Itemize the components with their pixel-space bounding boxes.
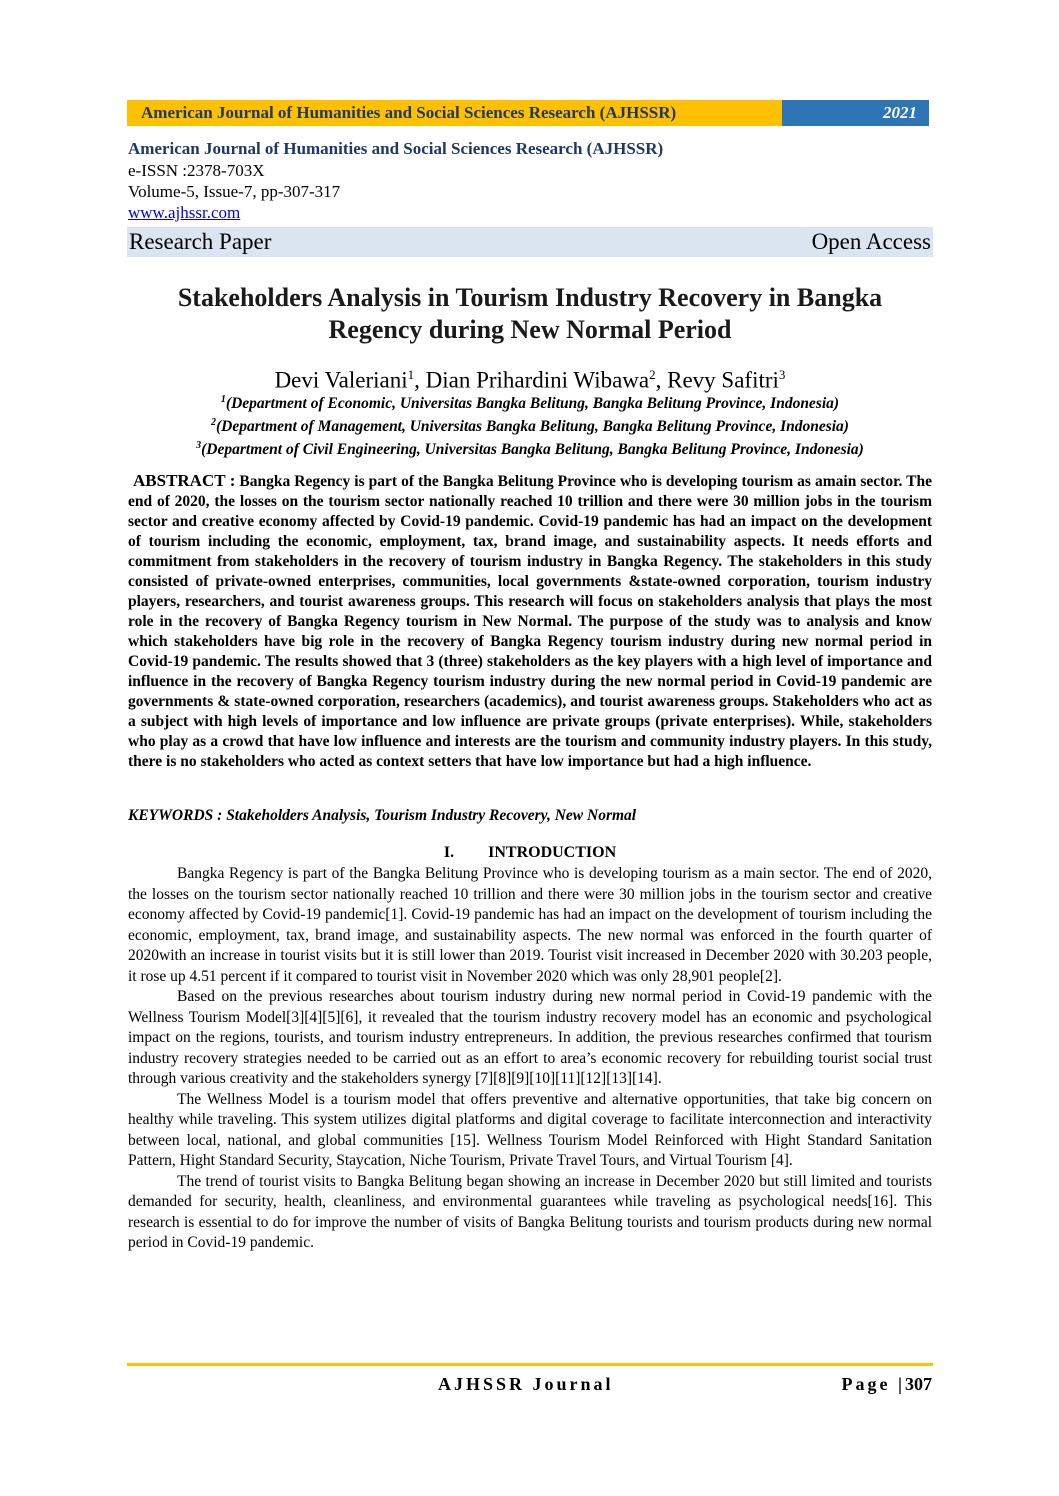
- affiliation-text: (Department of Economic, Universitas Bangka Belitung, Bangka Belitung Province, Indonesia): [225, 395, 840, 413]
- footer-journal: AJHSSR Journal: [438, 1374, 614, 1394]
- author-sup: 3: [778, 367, 786, 382]
- eissn: e-ISSN :2378-703X: [128, 161, 265, 180]
- author-name: Dian Prihardini Wibawa: [425, 367, 650, 393]
- paragraph: The trend of tourist visits to Bangka Belitung began showing an increase in December 2020 but still limited and tourists demanded for security, health, cleanliness, and environmental guarantees while traveling as psychological needs[16]. This research is essential to do for improve the number of visits of Bangka Belitung tourists and tourism products during new normal period in Covid-19 pandemic.: [128, 1172, 932, 1251]
- affiliation-sup: 2: [211, 417, 216, 429]
- affiliations: [128, 390, 932, 459]
- author-sup: 2: [649, 367, 656, 382]
- footer-page-label: Page |: [841, 1374, 905, 1394]
- affiliation-text: (Department of Civil Engineering, Universitas Bangka Belitung, Bangka Belitung Province, Indonesia): [201, 441, 864, 459]
- keywords: [128, 806, 932, 826]
- affiliation-sup: 3: [196, 440, 202, 452]
- running-header-year: 2021: [782, 100, 929, 126]
- section-heading: [128, 843, 932, 863]
- journal-info: [128, 138, 932, 223]
- running-header-journal: American Journal of Humanities and Social Sciences Research (AJHSSR): [127, 100, 782, 126]
- volume-issue: Volume-5, Issue-7, pp-307-317: [128, 182, 341, 201]
- paper-title: Stakeholders Analysis in Tourism Industry Recovery in Bangka Regency during New Normal Period: [177, 283, 883, 344]
- author-sep: ,: [414, 367, 426, 393]
- paper-type: Research Paper: [129, 229, 272, 254]
- abstract-text: Bangka Regency is part of the Bangka Belitung Province who is developing tourism as amain sector. The end of 2020, the losses on the tourism sector nationally reached 10 trillion and there were 30 million jobs in the tourism sector and creative economy affected by Covid-19 pandemic. Covid-19 pandemic has had an impact on the development of tourism including the economic, employment, tax, brand image, and sustainability aspects. It needs efforts and commitment from stakeholders in the recovery of tourism industry in Bangka Regency. The stakeholders in this study consisted of private-owned enterprises, communities, local governments &state-owned corporation, tourism industry players, researchers, and tourist awareness groups. This research will focus on stakeholders analysis that plays the most role in the recovery of Bangka Regency tourism in New Normal. The purpose of the study was to analysis and know which stakeholders have big role in the recovery of Bangka Regency tourism industry during new normal period in Covid-19 pandemic. The results showed that 3 (three) stakeholders as the key players with a high level of importance and influence in the recovery of Bangka Regency tourism industry during the new normal period in Covid-19 pandemic are governments & state-owned corporation, researchers (academics), and tourist awareness groups. Stakeholders who act as a subject with high levels of importance and low influence are private groups (private enterprises). While, stakeholders who play as a crowd that have low influence and interests are the tourism and community industry players. In this study, there is no stakeholders who acted as context setters that have low importance but had a high influence.: [128, 473, 932, 770]
- author-sep: ,: [655, 367, 668, 393]
- abstract: [128, 471, 932, 772]
- footer-page-number: 307: [905, 1374, 932, 1394]
- footer-page: [842, 1374, 932, 1395]
- affiliation-sup: 1: [220, 394, 226, 405]
- access-type: Open Access: [811, 229, 931, 254]
- keywords-text: Stakeholders Analysis, Tourism Industry Recovery, New Normal: [226, 807, 637, 824]
- journal-name: American Journal of Humanities and Social Sciences Research (AJHSSR): [128, 139, 664, 158]
- author-name: Revy Safitri: [667, 367, 779, 393]
- paragraph: The Wellness Model is a tourism model that offers preventive and alternative opportunities, that take big concern on healthy while traveling. This system utilizes digital platforms and digital coverage to facilitate interconnection and interactivity between local, national, and global communities [15]. Wellness Tourism Model Reinforced with Hight Standard Sanitation Pattern, Hight Standard Security, Staycation, Niche Tourism, Private Travel Tours, and Virtual Tourism [4].: [128, 1090, 932, 1169]
- footer-rule: [127, 1363, 933, 1366]
- section-title: INTRODUCTION: [488, 844, 617, 861]
- paper-type-band: [127, 227, 933, 257]
- affiliation: [128, 436, 932, 459]
- body-text: [128, 864, 932, 1254]
- abstract-label: ABSTRACT :: [133, 471, 236, 490]
- page-footer: [128, 1374, 932, 1398]
- keywords-label: KEYWORDS :: [128, 807, 227, 824]
- paragraph: Based on the previous researches about tourism industry during new normal period in Covid-19 pandemic with the Wellness Tourism Model[3][4][5][6], it revealed that the tourism industry recovery model has an economic and psychological impact on the regions, tourists, and tourism industry entrepreneurs. In addition, the previous researches confirmed that tourism industry recovery strategies needed to be carried out as an effort to area’s economic recovery for rebuilding tourist social trust through various creativity and the stakeholders synergy [7][8][9][10][11][12][13][14].: [128, 988, 932, 1087]
- affiliation-text: (Department of Management, Universitas Bangka Belitung, Bangka Belitung Province, Indonesia): [216, 418, 849, 436]
- author-name: Devi Valeriani: [274, 367, 408, 393]
- author-sup: 1: [407, 367, 415, 382]
- affiliation: [128, 390, 932, 413]
- section-number: I.: [443, 844, 455, 861]
- affiliation: [128, 413, 932, 436]
- paragraph: Bangka Regency is part of the Bangka Belitung Province who is developing tourism as a main sector. The end of 2020, the losses on the tourism sector nationally reached 10 trillion and there were 30 million jobs in the tourism sector and creative economy affected by Covid-19 pandemic[1]. Covid-19 pandemic has had an impact on the development of tourism including the economic, employment, tax, brand image, and sustainability aspects. The new normal was enforced in the fourth quarter of 2020with an increase in tourist visits but it is still lower than 2019. Tourist visit increased in December 2020 with 30.203 people, it rose up 4.51 percent if it compared to tourist visit in November 2020 which was only 28,901 people[2].: [128, 865, 932, 985]
- running-header: [127, 100, 929, 126]
- journal-url-link[interactable]: www.ajhssr.com: [128, 203, 241, 222]
